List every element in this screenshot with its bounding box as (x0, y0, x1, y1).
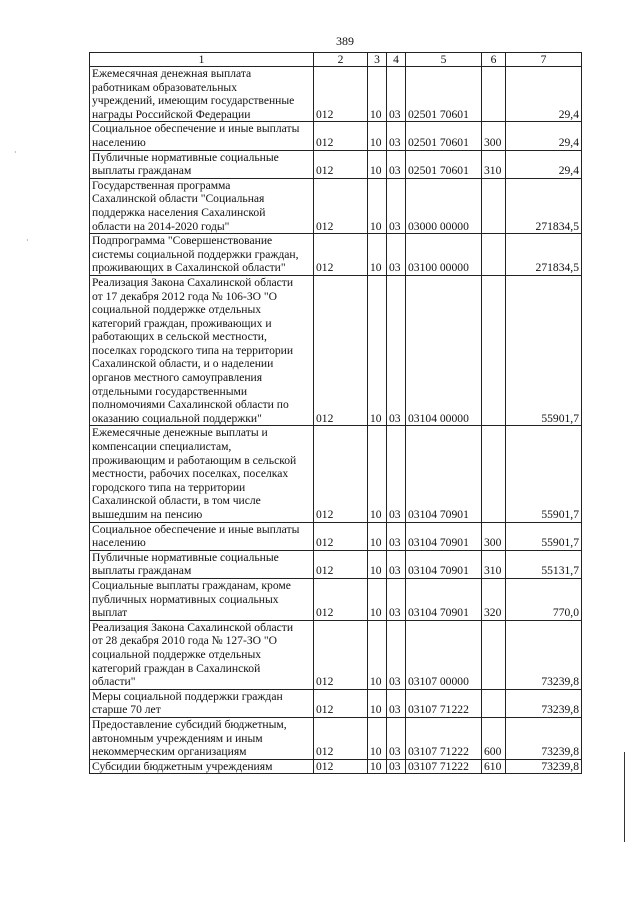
cell-expense-type: 610 (482, 759, 506, 774)
cell-expense-type: 300 (482, 522, 506, 550)
cell-section: 10 (368, 522, 387, 550)
item-name-line: от 17 декабря 2012 года № 106-ЗО "О (92, 289, 278, 303)
cell-amount: 271834,5 (506, 234, 582, 276)
cell-section: 10 (368, 234, 387, 276)
cell-expense-type: 600 (482, 717, 506, 759)
item-name-line: старше 70 лет (92, 703, 161, 717)
item-name-line: Субсидии бюджетным учреждениям (92, 759, 273, 773)
cell-subsection: 03 (387, 550, 406, 578)
item-name-line: категорий граждан, проживающих и (92, 316, 272, 330)
cell-section: 10 (368, 689, 387, 717)
cell-item-name (90, 689, 314, 717)
item-name-line: проживающих в Сахалинской области" (92, 261, 286, 275)
item-name-line: компенсации специалистам, (92, 440, 232, 454)
cell-section: 10 (368, 426, 387, 522)
cell-section: 10 (368, 759, 387, 774)
item-name-line: Сахалинской области, в том числе (92, 494, 261, 508)
item-name-line: области" (92, 675, 136, 689)
item-name-line: социальной поддержке отдельных (92, 303, 262, 317)
item-name-line: поселках городского типа на территории (92, 343, 294, 357)
item-name-line: Публичные нормативные социальные (92, 150, 279, 164)
cell-section: 10 (368, 550, 387, 578)
header-col-7: 7 (506, 53, 582, 67)
item-name-line: Реализация Закона Сахалинской области (92, 620, 294, 634)
item-name-line: социальной поддержке отдельных (92, 647, 262, 661)
cell-target-article: 03107 71222 (406, 717, 482, 759)
cell-subsection: 03 (387, 122, 406, 150)
cell-ministry-code: 012 (314, 234, 368, 276)
cell-target-article: 03107 71222 (406, 759, 482, 774)
cell-expense-type: 320 (482, 578, 506, 620)
item-name-line: Ежемесячная денежная выплата (92, 67, 252, 80)
scan-speck: · (14, 148, 17, 157)
cell-subsection: 03 (387, 689, 406, 717)
cell-amount: 29,4 (506, 150, 582, 178)
cell-section: 10 (368, 717, 387, 759)
cell-amount: 55131,7 (506, 550, 582, 578)
item-name-line: выплаты гражданам (92, 564, 192, 578)
cell-ministry-code: 012 (314, 620, 368, 689)
cell-target-article: 03104 00000 (406, 275, 482, 426)
item-name-line: автономным учреждениям и иным (92, 731, 263, 745)
cell-expense-type: 310 (482, 550, 506, 578)
cell-amount: 271834,5 (506, 178, 582, 233)
table-row (90, 620, 582, 689)
cell-expense-type (482, 426, 506, 522)
cell-item-name (90, 234, 314, 276)
item-name-line: выплат (92, 606, 128, 620)
item-name-line: категорий граждан в Сахалинской (92, 661, 261, 675)
cell-ministry-code: 012 (314, 689, 368, 717)
cell-item-name (90, 150, 314, 178)
cell-amount: 55901,7 (506, 522, 582, 550)
item-name-line: Социальное обеспечение и иные выплаты (92, 522, 300, 536)
cell-section: 10 (368, 67, 387, 122)
table-row (90, 759, 582, 774)
item-name-line: области на 2014-2020 годы" (92, 219, 230, 233)
cell-item-name (90, 178, 314, 233)
cell-item-name (90, 426, 314, 522)
cell-amount: 770,0 (506, 578, 582, 620)
item-name-line: Публичные нормативные социальные (92, 550, 279, 564)
scan-speck: · (26, 236, 29, 245)
cell-subsection: 03 (387, 150, 406, 178)
cell-ministry-code: 012 (314, 578, 368, 620)
cell-expense-type: 300 (482, 122, 506, 150)
cell-item-name (90, 67, 314, 122)
cell-ministry-code: 012 (314, 759, 368, 774)
cell-expense-type (482, 178, 506, 233)
table-row (90, 67, 582, 122)
cell-target-article: 03100 00000 (406, 234, 482, 276)
cell-ministry-code: 012 (314, 717, 368, 759)
item-name-line: от 28 декабря 2010 года № 127-ЗО "О (92, 634, 278, 648)
cell-subsection: 03 (387, 178, 406, 233)
item-name-line: Меры социальной поддержки граждан (92, 689, 283, 703)
cell-ministry-code: 012 (314, 550, 368, 578)
table-body (90, 67, 582, 774)
header-col-5: 5 (406, 53, 482, 67)
item-name-line: Государственная программа (92, 178, 231, 192)
cell-subsection: 03 (387, 522, 406, 550)
item-name-line: работникам образовательных (92, 80, 237, 94)
cell-subsection: 03 (387, 717, 406, 759)
cell-amount: 73239,8 (506, 759, 582, 774)
cell-item-name (90, 578, 314, 620)
cell-subsection: 03 (387, 234, 406, 276)
header-col-3: 3 (368, 53, 387, 67)
cell-section: 10 (368, 122, 387, 150)
header-col-4: 4 (387, 53, 406, 67)
cell-section: 10 (368, 275, 387, 426)
item-name-line: публичных нормативных социальных (92, 592, 279, 606)
cell-ministry-code: 012 (314, 522, 368, 550)
cell-item-name (90, 759, 314, 774)
cell-ministry-code: 012 (314, 150, 368, 178)
cell-section: 10 (368, 150, 387, 178)
item-name-line: органов местного самоуправления (92, 371, 263, 385)
cell-amount: 55901,7 (506, 275, 582, 426)
cell-target-article: 03104 70901 (406, 522, 482, 550)
cell-subsection: 03 (387, 578, 406, 620)
cell-target-article: 03107 00000 (406, 620, 482, 689)
cell-ministry-code: 012 (314, 122, 368, 150)
item-name-line: городского типа на территории (92, 480, 246, 494)
item-name-line: Подпрограмма "Совершенствование (92, 234, 273, 248)
table-row (90, 522, 582, 550)
header-col-6: 6 (482, 53, 506, 67)
cell-section: 10 (368, 178, 387, 233)
table-row (90, 689, 582, 717)
item-name-line: Ежемесячные денежные выплаты и (92, 426, 268, 440)
cell-expense-type (482, 689, 506, 717)
cell-subsection: 03 (387, 275, 406, 426)
cell-amount: 29,4 (506, 67, 582, 122)
item-name-line: Реализация Закона Сахалинской области (92, 275, 294, 289)
item-name-line: учреждений, имеющим государственные (92, 94, 295, 108)
item-name-line: оказанию социальной поддержки" (92, 411, 262, 425)
cell-expense-type (482, 234, 506, 276)
cell-item-name (90, 522, 314, 550)
cell-item-name (90, 275, 314, 426)
table-row (90, 122, 582, 150)
cell-item-name (90, 122, 314, 150)
cell-target-article: 03107 71222 (406, 689, 482, 717)
item-name-line: системы социальной поддержки граждан, (92, 247, 299, 261)
table-row (90, 578, 582, 620)
table-row (90, 234, 582, 276)
cell-ministry-code: 012 (314, 426, 368, 522)
cell-subsection: 03 (387, 759, 406, 774)
item-name-line: проживающим и работающим в сельской (92, 453, 297, 467)
cell-item-name (90, 550, 314, 578)
cell-ministry-code: 012 (314, 178, 368, 233)
item-name-line: населению (92, 135, 146, 149)
header-col-2: 2 (314, 53, 368, 67)
item-name-line: Сахалинской области "Социальная (92, 192, 265, 206)
cell-expense-type (482, 67, 506, 122)
item-name-line: полномочиями Сахалинской области по (92, 398, 289, 412)
item-name-line: Социальные выплаты гражданам, кроме (92, 578, 291, 592)
item-name-line: местности, рабочих поселках, поселках (92, 467, 289, 481)
cell-ministry-code: 012 (314, 67, 368, 122)
cell-expense-type (482, 620, 506, 689)
header-row (90, 53, 582, 67)
item-name-line: отдельными государственными (92, 384, 248, 398)
cell-target-article: 02501 70601 (406, 67, 482, 122)
item-name-line: выплаты гражданам (92, 164, 192, 178)
item-name-line: вышедшим на пенсию (92, 508, 203, 521)
cell-subsection: 03 (387, 426, 406, 522)
cell-target-article: 03104 70901 (406, 578, 482, 620)
cell-target-article: 03104 70901 (406, 426, 482, 522)
item-name-line: Предоставление субсидий бюджетным, (92, 717, 287, 731)
table-row (90, 717, 582, 759)
item-name-line: Сахалинской области, и о наделении (92, 357, 274, 371)
cell-amount: 73239,8 (506, 717, 582, 759)
table-row (90, 275, 582, 426)
table-row (90, 150, 582, 178)
table-row (90, 550, 582, 578)
cell-amount: 73239,8 (506, 689, 582, 717)
cell-amount: 73239,8 (506, 620, 582, 689)
cell-item-name (90, 620, 314, 689)
item-name-line: награды Российской Федерации (92, 107, 251, 121)
cell-expense-type (482, 275, 506, 426)
cell-amount: 29,4 (506, 122, 582, 150)
table-row (90, 178, 582, 233)
table-row (90, 426, 582, 522)
cell-expense-type: 310 (482, 150, 506, 178)
cell-target-article: 03000 00000 (406, 178, 482, 233)
header-col-1: 1 (90, 53, 314, 67)
item-name-line: поддержка населения Сахалинской (92, 205, 266, 219)
item-name-line: некоммерческим организациям (92, 745, 247, 759)
cell-ministry-code: 012 (314, 275, 368, 426)
cell-target-article: 03104 70901 (406, 550, 482, 578)
cell-target-article: 02501 70601 (406, 122, 482, 150)
cell-section: 10 (368, 578, 387, 620)
item-name-line: работающих в сельской местности, (92, 330, 267, 344)
cell-item-name (90, 717, 314, 759)
budget-table (89, 52, 582, 774)
item-name-line: Социальное обеспечение и иные выплаты (92, 122, 300, 136)
cell-subsection: 03 (387, 67, 406, 122)
scan-margin-line (624, 752, 625, 842)
cell-section: 10 (368, 620, 387, 689)
page-number: 389 (336, 34, 354, 48)
item-name-line: населению (92, 536, 146, 550)
cell-amount: 55901,7 (506, 426, 582, 522)
cell-subsection: 03 (387, 620, 406, 689)
cell-target-article: 02501 70601 (406, 150, 482, 178)
